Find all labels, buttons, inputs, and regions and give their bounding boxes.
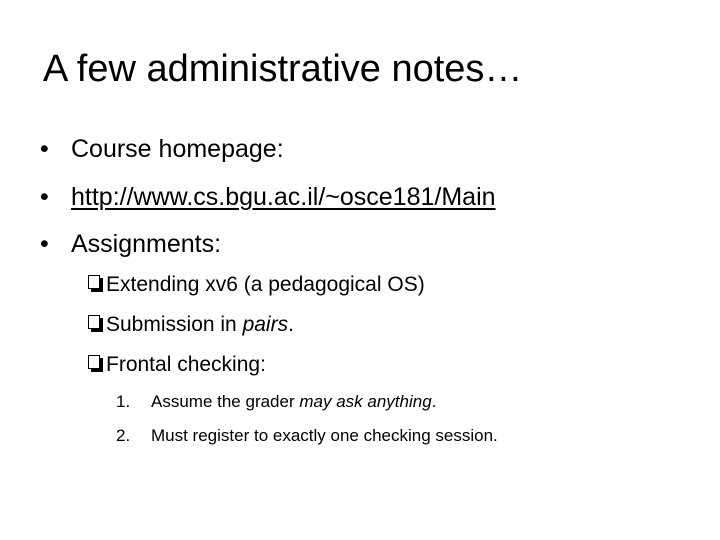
item-number: 1. <box>116 392 131 411</box>
bullet-assignments <box>40 227 221 261</box>
sub-item-emphasis: pairs <box>242 313 289 336</box>
bullet-text: Assignments: <box>71 230 222 258</box>
bullet-dot: • <box>40 183 49 211</box>
bullet-homepage-url <box>40 180 496 214</box>
numbered-item-2 <box>116 423 498 449</box>
bullet-text: Course homepage: <box>71 135 284 163</box>
checkbox-square-icon <box>88 355 104 373</box>
checkbox-square-icon <box>88 315 104 333</box>
numbered-text: Must register to exactly one checking session. <box>151 426 498 445</box>
sub-item-text: Submission in <box>106 313 243 336</box>
numbered-text: Assume the grader <box>151 392 300 411</box>
homepage-link[interactable]: http://www.cs.bgu.ac.il/~osce181/Main <box>71 183 496 211</box>
sub-item-extending-xv6 <box>88 270 425 300</box>
item-number: 2. <box>116 426 131 445</box>
sub-item-text: Frontal checking: <box>106 353 266 376</box>
bullet-dot: • <box>40 135 49 163</box>
sub-item-submission <box>88 310 294 340</box>
sub-item-text-after: . <box>288 313 294 336</box>
slide-title: A few administrative notes… <box>43 48 523 90</box>
bullet-dot: • <box>40 230 49 258</box>
numbered-text-after: . <box>431 392 437 411</box>
sub-item-text: Extending xv6 (a pedagogical OS) <box>106 273 425 296</box>
sub-item-frontal-checking <box>88 350 266 380</box>
checkbox-square-icon <box>88 275 104 293</box>
numbered-item-1 <box>116 389 436 415</box>
bullet-course-homepage <box>40 132 284 166</box>
numbered-emphasis: may ask anything <box>299 392 432 411</box>
